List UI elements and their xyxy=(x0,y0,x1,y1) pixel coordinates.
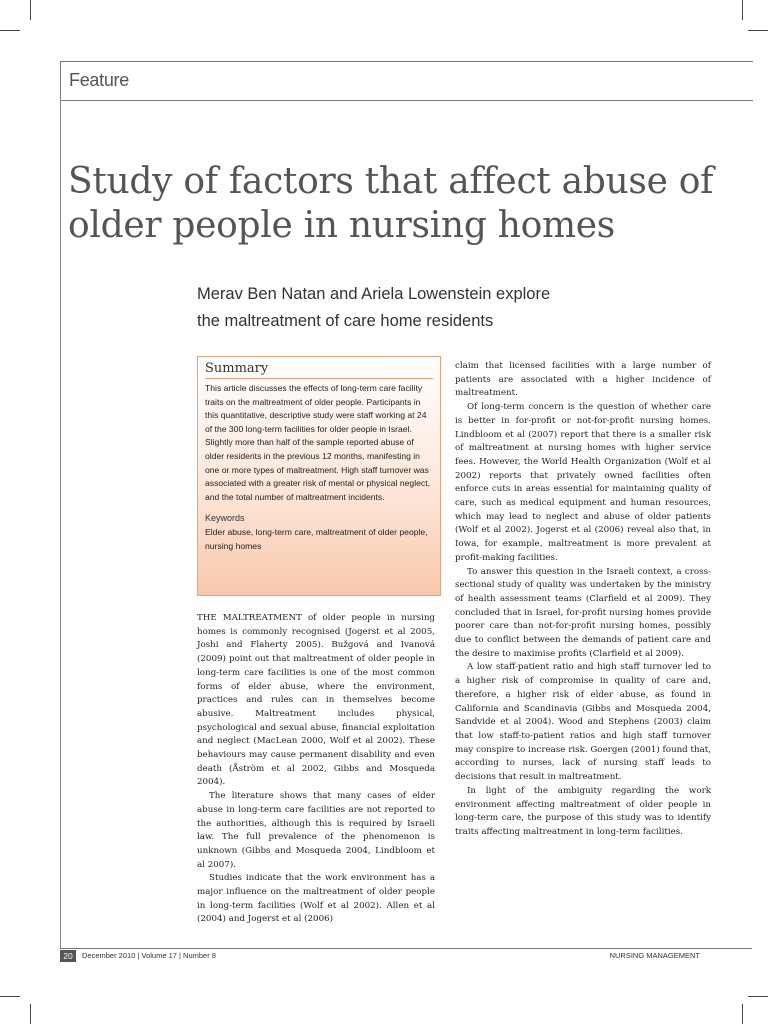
article-title: Study of factors that affect abuse of older people in nursing homes xyxy=(68,161,714,246)
crop-mark xyxy=(30,0,31,20)
crop-mark xyxy=(0,996,20,997)
margin-rule xyxy=(60,99,61,949)
body-paragraph: Studies indicate that the work environment has a major influence on the maltreatment of older people in long-term facilities (Wolf et al 2002). Allen et al (2004) and Jogerst et al (2006) xyxy=(197,873,435,925)
body-paragraph: Of long-term concern is the question of whether care is better in for-profit or not-for-profit nursing homes. Lindbloom et al (2007) report that there is a smaller risk of maltreatment at nursing homes with higher service fees. However, the World Health Organization (Wolf et al 2002) reports that privately owned facilities often enforce cuts in areas essential for maintaining quality of care, such as medical equipment and human resources, which may lead to neglect and abuse of older patients (Wolf et al 2002). Jogerst et al (2006) reveal also that, in Iowa, for example, maltreatment is more prevalent at profit-making facilities. xyxy=(455,402,711,563)
body-paragraph: In light of the ambiguity regarding the work environment affecting maltreatment of older people in long-term care, the purpose of this study was to identify traits affecting maltreatment in long-term facilities. xyxy=(455,785,711,837)
issue-info: December 2010 | Volume 17 | Number 8 xyxy=(82,951,216,960)
body-paragraph: A low staff-patient ratio and high staff turnover led to a higher risk of compromise in quality of care and, therefore, a higher risk of elder abuse, as found in California and Scandinavia (Gibbs and Mosqueda 2004, Sandvide et al 2004). Wood and Stephens (2003) claim that low staff-to-patient ratios and high staff turnover may conspire to increase risk. Goergen (2001) found that, according to nurses, lack of nursing staff leads to decisions that result in maltreatment. xyxy=(455,662,712,783)
page-number: 20 xyxy=(60,950,76,962)
standfirst-line: the maltreatment of care home residents xyxy=(197,312,494,330)
crop-mark xyxy=(742,0,743,20)
journal-name: NURSING MANAGEMENT xyxy=(609,951,700,960)
keywords-text: Elder abuse, long-term care, maltreatment of older people, nursing homes xyxy=(205,526,428,551)
crop-mark xyxy=(0,30,20,31)
page-footer xyxy=(60,948,752,962)
standfirst-line: Merav Ben Natan and Ariela Lowenstein explore xyxy=(197,285,551,303)
keywords-heading: Keywords xyxy=(205,513,245,524)
body-paragraph: To answer this question in the Israeli context, a cross-sectional study of quality was undertaken by the ministry of health assessment teams (Clarfield et al 2009). They concluded that in Israel, for-profit nursing homes provide poorer care than not-for-profit nursing homes, possibly due to conflict between the demands of patient care and the desire to maximise profits (Clarfield et al 2009). xyxy=(455,566,711,659)
body-paragraph: claim that licensed facilities with a large number of patients are associated with a higher incidence of maltreatment. xyxy=(455,361,711,399)
section-label: Feature xyxy=(69,70,129,90)
section-header xyxy=(60,61,753,101)
crop-mark xyxy=(748,30,768,31)
crop-mark xyxy=(30,1004,31,1024)
body-paragraph: The literature shows that many cases of elder abuse in long-term care facilities are not reported to the authorities, although this is required by Israeli law. The full prevalence of the phenomenon is unknown (Gibbs and Mosqueda 2004, Lindbloom et al 2007). xyxy=(197,791,435,870)
summary-heading: Summary xyxy=(205,361,433,379)
summary-text: This article discusses the effects of long-term care facility traits on the maltreatment of older people. Participants in this quantitative, descriptive study were staff working at 24 of the 300 long-term facilities for older people in Israel. Slightly more than half of the sample reported abuse of older residents in the previous 12 months, manifesting in one or more types of maltreatment. High staff turnover was associated with a greater risk of mental or physical neglect, and the total number of maltreatment incidents. xyxy=(205,383,430,502)
body-column-right xyxy=(455,360,711,840)
body-paragraph: THE MALTREATMENT of older people in nursing homes is commonly recognised (Jogerst et al 2005, Joshi and Flaherty 2005). Bužgová and Ivanová (2009) point out that maltreatment of older people in long-term care facilities is one of the most common forms of elder abuse, where the environment, practices and rules can in themselves become abusive. Maltreatment includes physical, psychological and sexual abuse, financial exploitation and neglect (MacLean 2000, Wolf et al 2002). These behaviours may cause permanent disability and even death (Åström et al 2002, Gibbs and Mosqueda 2004). xyxy=(197,613,435,788)
standfirst xyxy=(197,281,697,335)
crop-mark xyxy=(748,996,768,997)
body-column-left xyxy=(197,612,435,927)
summary-box xyxy=(197,356,441,596)
crop-mark xyxy=(742,1004,743,1024)
